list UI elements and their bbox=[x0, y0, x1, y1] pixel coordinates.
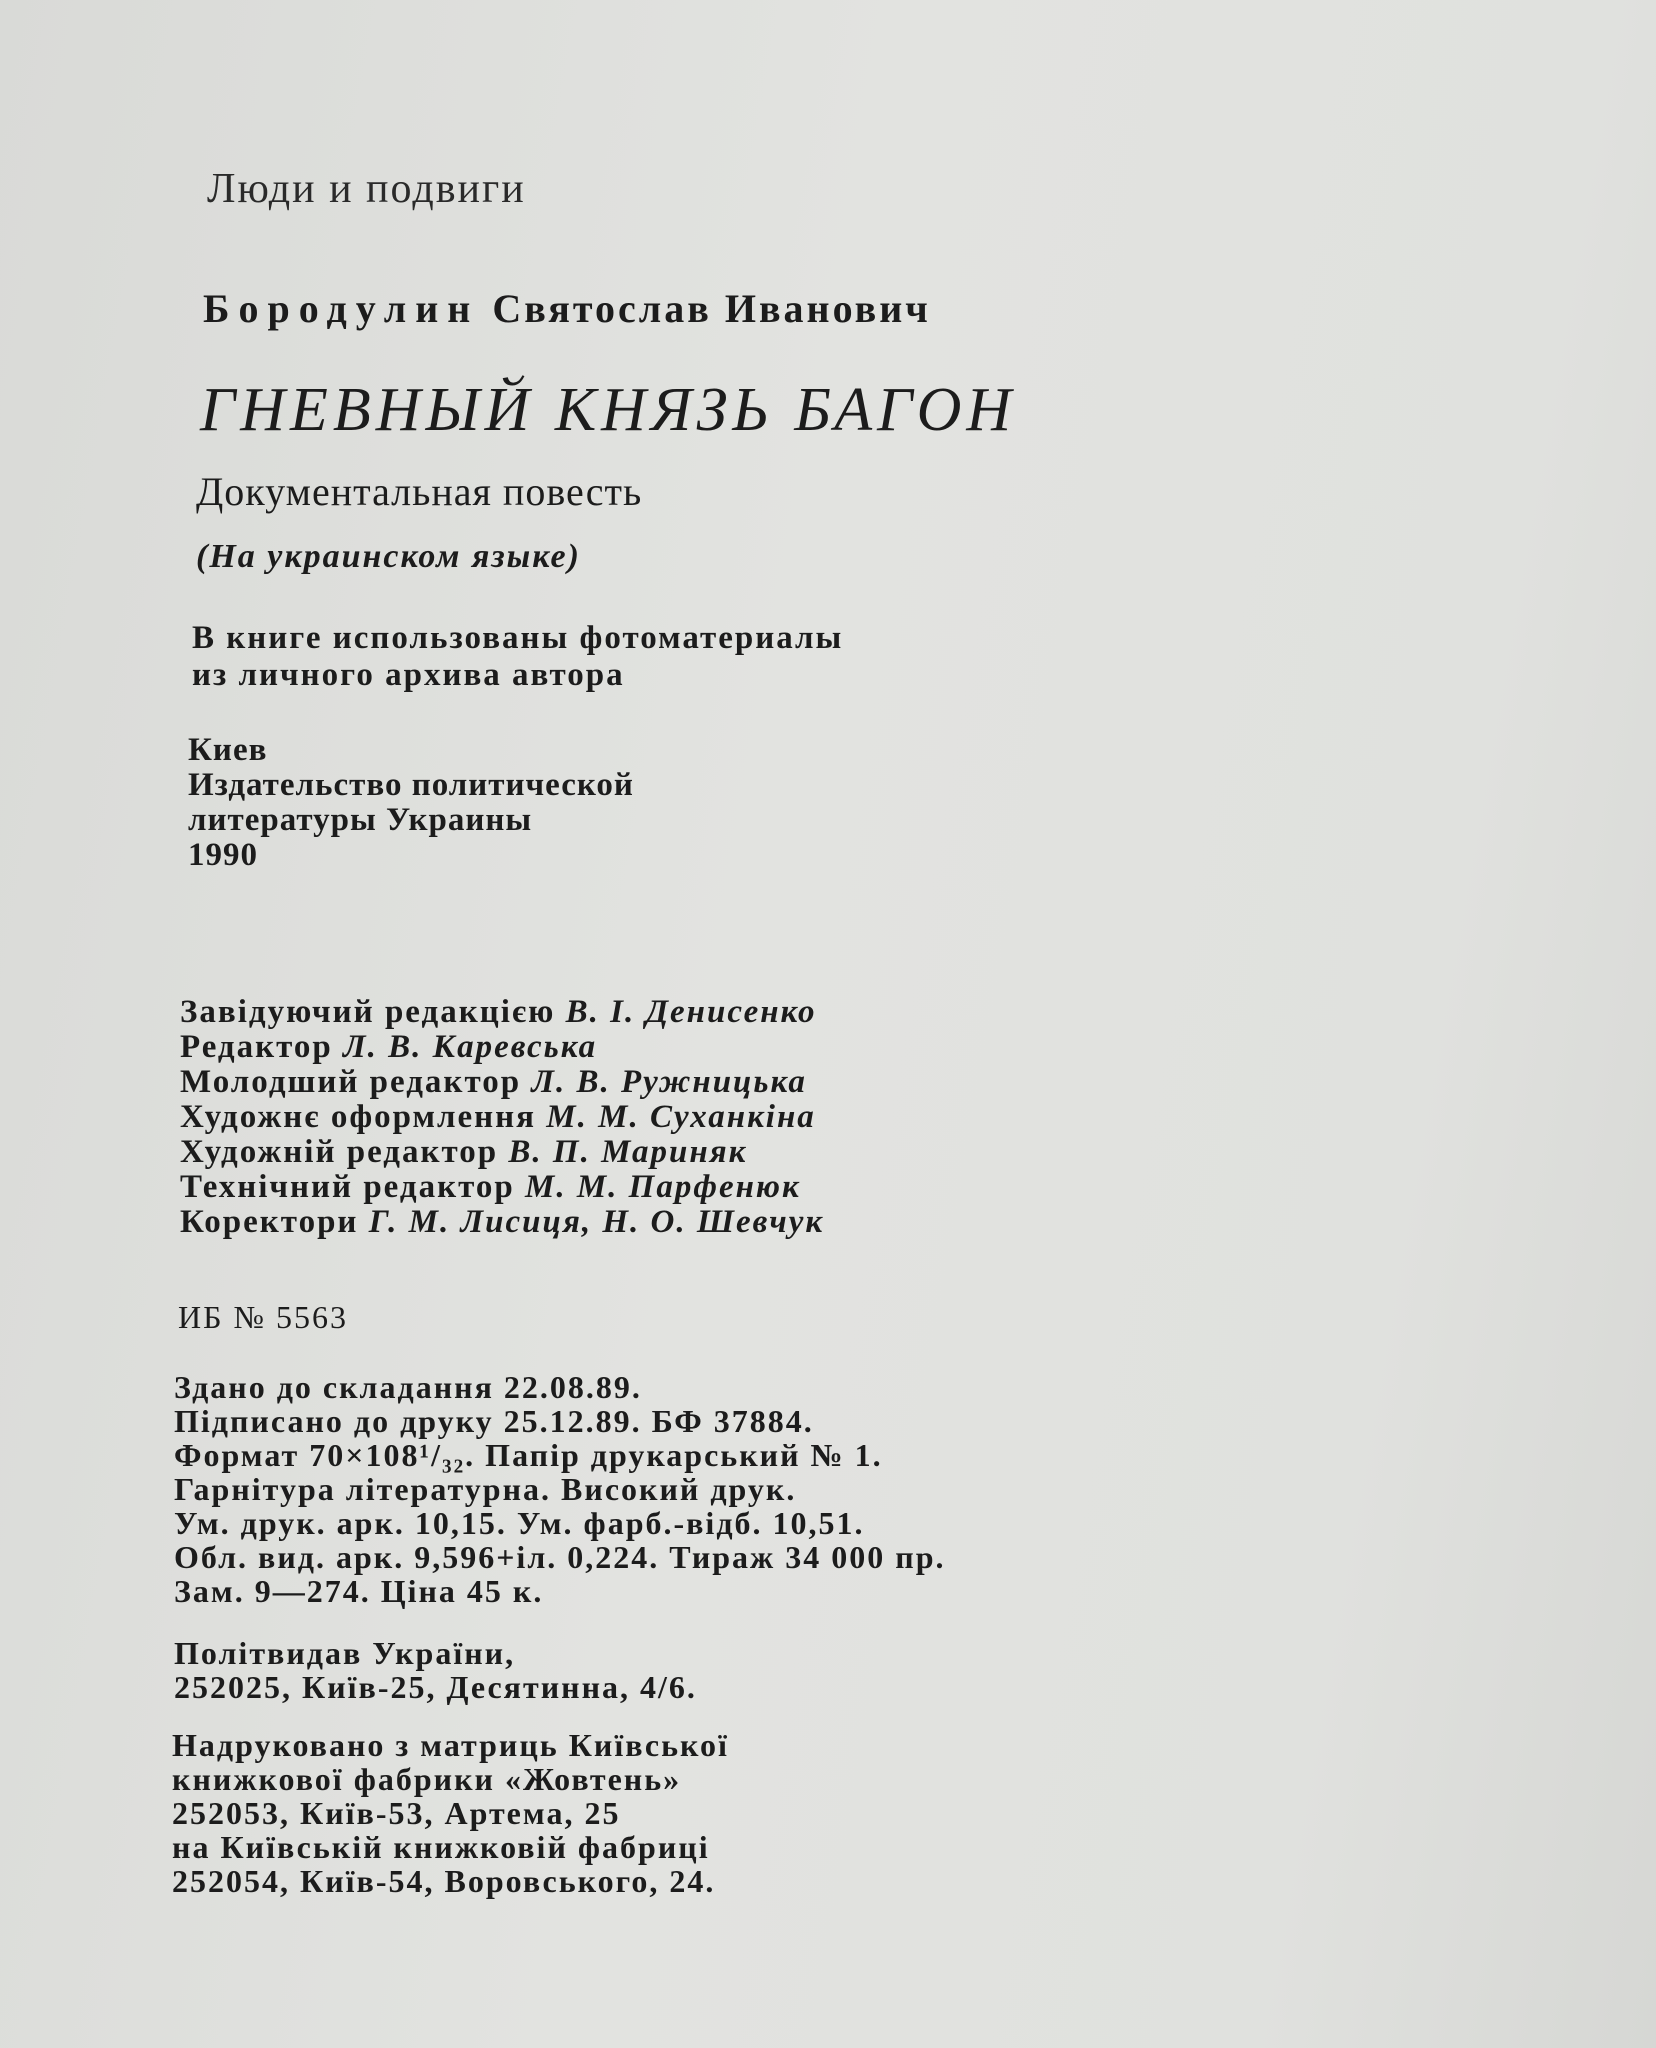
printing-line: 252054, Київ-54, Воровського, 24. bbox=[172, 1863, 716, 1899]
tech-line: Здано до складання 22.08.89. bbox=[174, 1369, 642, 1405]
ib-number: ИБ № 5563 bbox=[178, 1299, 349, 1335]
tech-line: Гарнітура літературна. Високий друк. bbox=[174, 1471, 797, 1507]
credit-line: Технічний редактор М. М. Парфенюк bbox=[180, 1169, 801, 1205]
photo-note-line: В книге использованы фотоматериалы bbox=[192, 620, 844, 656]
language-note: (На украинском языке) bbox=[196, 538, 581, 575]
book-title: ГНЕВНЫЙ КНЯЗЬ БАГОН bbox=[200, 376, 1017, 444]
author-given-names: Святослав Иванович bbox=[492, 286, 931, 331]
tech-line: Обл. вид. арк. 9,596+іл. 0,224. Тираж 34 000 пр. bbox=[174, 1539, 946, 1575]
address-line: Політвидав України, bbox=[174, 1635, 516, 1671]
tech-line: Підписано до друку 25.12.89. БФ 37884. bbox=[174, 1403, 814, 1439]
imprint-line: Киев bbox=[188, 732, 268, 768]
tech-line: Ум. друк. арк. 10,15. Ум. фарб.-відб. 10,51. bbox=[174, 1505, 865, 1541]
imprint-year: 1990 bbox=[188, 837, 258, 873]
credit-line: Художнє оформлення М. М. Суханкіна bbox=[180, 1099, 816, 1135]
printing-line: Надруковано з матриць Київської bbox=[172, 1727, 729, 1763]
credit-line: Редактор Л. В. Каревська bbox=[180, 1029, 598, 1065]
printing-line: на Київській книжковій фабриці bbox=[172, 1829, 710, 1865]
credit-line: Коректори Г. М. Лисиця, Н. О. Шевчук bbox=[180, 1204, 825, 1240]
imprint-line: литературы Украины bbox=[188, 802, 533, 838]
author-surname: Бородулин bbox=[203, 286, 480, 331]
imprint-line: Издательство политической bbox=[188, 767, 634, 803]
address-line: 252025, Київ-25, Десятинна, 4/6. bbox=[174, 1669, 697, 1705]
printing-line: 252053, Київ-53, Артема, 25 bbox=[172, 1795, 621, 1831]
author-name bbox=[203, 285, 931, 332]
photo-note-line: из личного архива автора bbox=[192, 657, 625, 693]
book-genre: Документальная повесть bbox=[196, 469, 643, 514]
printing-line: книжкової фабрики «Жовтень» bbox=[172, 1761, 682, 1797]
credit-line: Молодший редактор Л. В. Ружницька bbox=[180, 1064, 807, 1100]
series-title: Люди и подвиги bbox=[207, 166, 526, 212]
tech-line: Формат 70×108¹/₃₂. Папір друкарський № 1. bbox=[174, 1437, 883, 1473]
credit-line: Завідуючий редакцією В. І. Денисенко bbox=[180, 994, 817, 1030]
tech-line: Зам. 9—274. Ціна 45 к. bbox=[174, 1573, 544, 1609]
credit-line: Художній редактор В. П. Мариняк bbox=[180, 1134, 748, 1170]
